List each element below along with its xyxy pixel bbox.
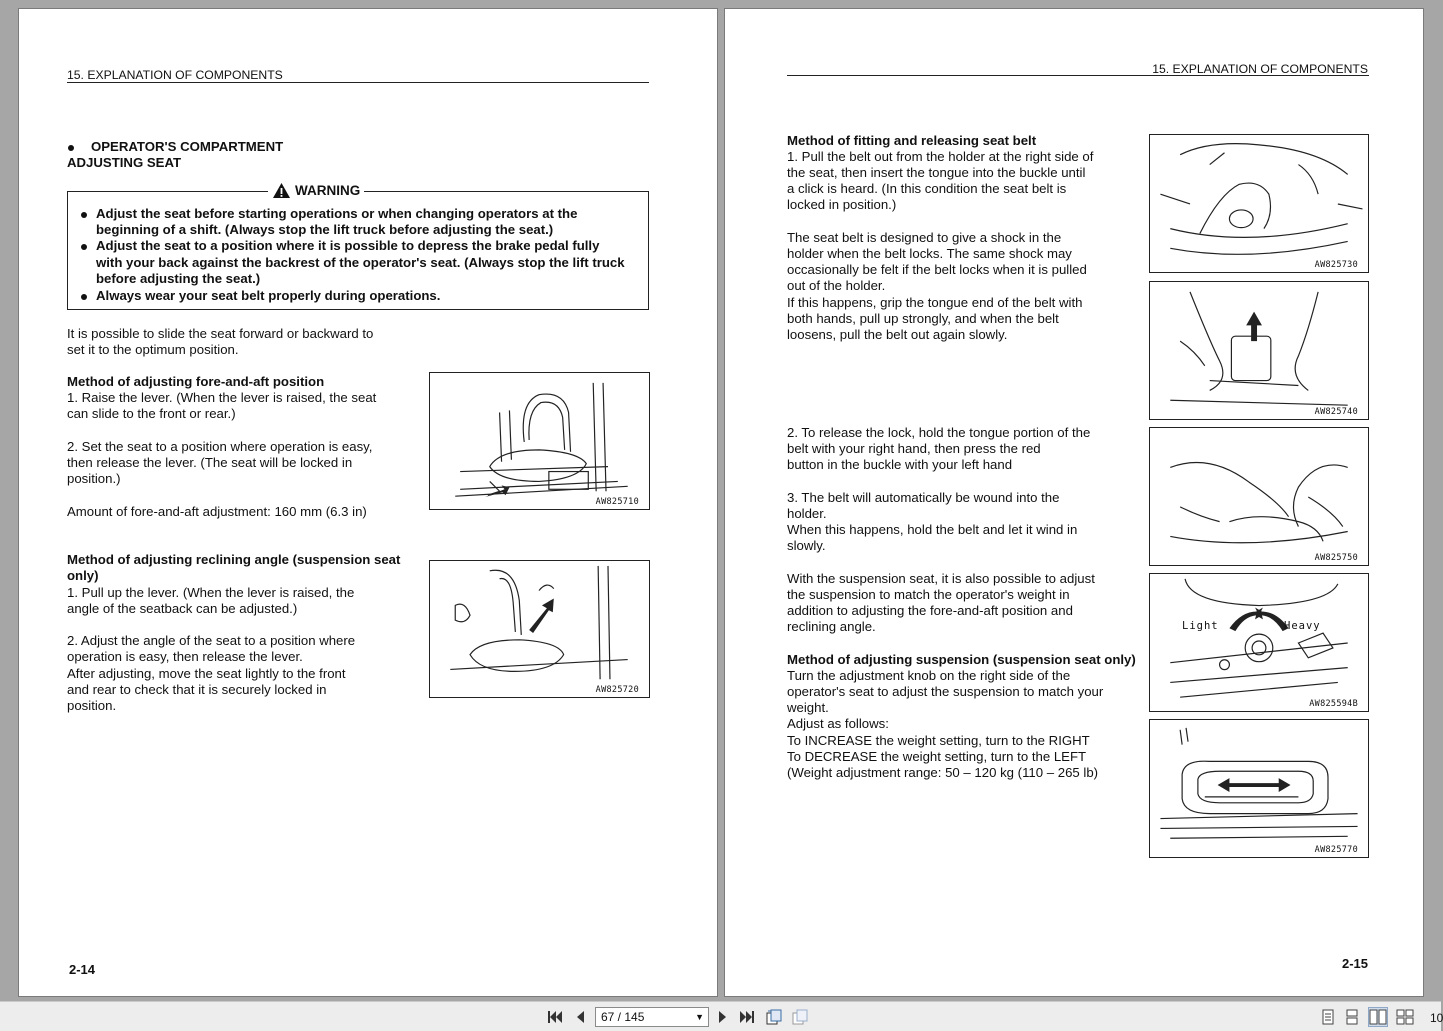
continuous-view-button[interactable] [1342, 1007, 1362, 1027]
recline-line: After adjusting, move the seat lightly to the front [67, 666, 346, 681]
warning-title: WARNING [295, 183, 361, 198]
seat-recline-illustration [430, 561, 649, 697]
next-page-icon [717, 1010, 729, 1024]
belt-step-line: button in the buckle with your left hand [787, 457, 1013, 472]
warning-box [67, 183, 649, 310]
section-title: OPERATOR'S COMPARTMENT [91, 139, 284, 154]
last-page-button[interactable] [737, 1007, 757, 1027]
recline-line: 1. Pull up the lever. (When the lever is raised, the [67, 585, 355, 600]
page-number: 2-15 [1341, 956, 1368, 971]
belt-note-line: occasionally be felt if the belt locks when it is pulled [787, 262, 1087, 277]
figure-code: AW825750 [1314, 553, 1358, 563]
suspension-intro-line: addition to adjusting the fore-and-aft position and [787, 603, 1073, 618]
section-subtitle: ADJUSTING SEAT [67, 155, 182, 170]
belt-step-line: slowly. [787, 538, 826, 553]
belt-step-line: the seat, then insert the tongue into the buckle until [787, 165, 1086, 180]
warning-bullet [81, 294, 87, 300]
suspension-line: To INCREASE the weight setting, turn to the RIGHT [787, 733, 1090, 748]
fore-aft-amount: Amount of fore-and-aft adjustment: 160 mm (6.3 in) [67, 504, 367, 519]
seatbelt-buckle-illustration [1150, 135, 1368, 272]
warning-bullet [81, 244, 87, 250]
belt-title: Method of fitting and releasing seat belt [787, 133, 1037, 148]
continuous-view-icon [1345, 1009, 1359, 1025]
section-bullet [68, 145, 74, 151]
recline-line: position. [67, 698, 117, 713]
seatbelt-pull-figure [1149, 281, 1369, 420]
figure-code: AW825710 [595, 497, 639, 507]
copy-view-icon [791, 1008, 809, 1026]
continuous-facing-view-icon [1396, 1009, 1414, 1025]
figure-code: AW825720 [595, 685, 639, 695]
warning-line: beginning of a shift. (Always stop the lift truck before adjusting the seat.) [96, 222, 554, 237]
warning-line: Adjust the seat before starting operations or when changing operators at the [96, 206, 578, 221]
seat-slide-bar-illustration [1150, 720, 1368, 857]
suspension-knob-figure [1149, 573, 1369, 712]
seatbelt-release-figure [1149, 427, 1369, 566]
suspension-line: To DECREASE the weight setting, turn to the LEFT [787, 749, 1087, 764]
page-number-select[interactable] [595, 1007, 709, 1027]
first-page-button[interactable] [545, 1007, 565, 1027]
figure-code: AW825594B [1309, 699, 1358, 709]
figure-code: AW825740 [1314, 407, 1358, 417]
fore-aft-line: position.) [67, 471, 121, 486]
right-document-page [724, 8, 1424, 997]
left-document-page [18, 8, 718, 997]
intro-line: set it to the optimum position. [67, 342, 239, 357]
continuous-facing-view-button[interactable] [1395, 1007, 1415, 1027]
warning-line: Always wear your seat belt properly during operations. [96, 288, 441, 303]
next-page-button[interactable] [713, 1007, 733, 1027]
rotate-view-icon [765, 1008, 783, 1026]
zoom-level[interactable]: 10 [1430, 1011, 1443, 1025]
warning-line: Adjust the seat to a position where it is possible to depress the brake pedal fully [96, 238, 600, 253]
recline-title: only) [67, 568, 99, 583]
warning-heading [268, 182, 364, 199]
belt-note-line: The seat belt is designed to give a shock in the [787, 230, 1062, 245]
warning-triangle-icon [272, 182, 291, 199]
seat-slide-illustration [430, 373, 649, 509]
seatbelt-buckle-figure [1149, 134, 1369, 273]
copy-view-button[interactable] [790, 1007, 810, 1027]
recline-line: angle of the seatback can be adjusted.) [67, 601, 298, 616]
warning-line: with your back against the backrest of the operator's seat. (Always stop the lift truck [96, 255, 625, 270]
suspension-intro-line: the suspension to match the operator's weight in [787, 587, 1070, 602]
belt-step-line: 2. To release the lock, hold the tongue portion of the [787, 425, 1091, 440]
belt-note-line: out of the holder. [787, 278, 886, 293]
belt-step-line: holder. [787, 506, 827, 521]
figure-code: AW825730 [1314, 260, 1358, 270]
previous-page-button[interactable] [570, 1007, 590, 1027]
belt-step-line: belt with your right hand, then press the red [787, 441, 1041, 456]
belt-step-line: 3. The belt will automatically be wound into the [787, 490, 1060, 505]
belt-note-line: loosens, pull the belt out again slowly. [787, 327, 1008, 342]
intro-line: It is possible to slide the seat forward or backward to [67, 326, 374, 341]
first-page-icon [547, 1010, 563, 1024]
last-page-icon [739, 1010, 755, 1024]
page-header: 15. EXPLANATION OF COMPONENTS [1152, 62, 1368, 76]
recline-line: and rear to check that it is securely locked in [67, 682, 327, 697]
page-number: 2-14 [69, 962, 96, 977]
light-label: Light [1182, 620, 1219, 632]
facing-view-icon [1369, 1009, 1387, 1025]
belt-step-line: 1. Pull the belt out from the holder at the right side of [787, 149, 1094, 164]
recline-title: Method of adjusting reclining angle (suspension seat [67, 552, 401, 567]
seatbelt-pull-illustration [1150, 282, 1368, 419]
seatbelt-release-illustration [1150, 428, 1368, 565]
seat-slide-figure [429, 372, 650, 510]
belt-step-line: a click is heard. (In this condition the seat belt is [787, 181, 1067, 196]
viewer-toolbar [0, 1001, 1441, 1031]
warning-line: before adjusting the seat.) [96, 271, 261, 286]
facing-view-button[interactable] [1368, 1007, 1388, 1027]
seat-slide-bar-figure [1149, 719, 1369, 858]
recline-line: operation is easy, then release the lever. [67, 649, 303, 664]
single-page-view-button[interactable] [1318, 1007, 1338, 1027]
fore-aft-line: 2. Set the seat to a position where operation is easy, [67, 439, 373, 454]
fore-aft-line: 1. Raise the lever. (When the lever is raised, the seat [67, 390, 377, 405]
suspension-intro-line: reclining angle. [787, 619, 876, 634]
page-indicator-text: 67 / 145 [601, 1010, 645, 1024]
recline-line: 2. Adjust the angle of the seat to a position where [67, 633, 356, 648]
suspension-line: weight. [787, 700, 829, 715]
figure-code: AW825770 [1314, 845, 1358, 855]
chevron-down-icon: ▼ [695, 1012, 704, 1022]
page-header: 15. EXPLANATION OF COMPONENTS [67, 68, 283, 82]
suspension-line: Turn the adjustment knob on the right side of the [787, 668, 1071, 683]
fore-aft-line: then release the lever. (The seat will be locked in [67, 455, 353, 470]
heavy-label: Heavy [1284, 620, 1321, 632]
header-rule [67, 82, 649, 83]
suspension-title: Method of adjusting suspension (suspension seat only) [787, 652, 1136, 667]
suspension-intro-line: With the suspension seat, it is also possible to adjust [787, 571, 1095, 586]
fore-aft-line: can slide to the front or rear.) [67, 406, 236, 421]
belt-note-line: holder when the belt locks. The same shock may [787, 246, 1072, 261]
suspension-knob-illustration [1150, 574, 1368, 711]
belt-step-line: When this happens, hold the belt and let it wind in [787, 522, 1078, 537]
belt-note-line: If this happens, grip the tongue end of the belt with [787, 295, 1083, 310]
suspension-line: (Weight adjustment range: 50 – 120 kg (110 – 265 lb) [787, 765, 1099, 780]
rotate-view-button[interactable] [764, 1007, 784, 1027]
seat-recline-figure [429, 560, 650, 698]
fore-aft-title: Method of adjusting fore-and-aft position [67, 374, 325, 389]
suspension-line: operator's seat to adjust the suspension to match your [787, 684, 1104, 699]
warning-bullet [81, 212, 87, 218]
belt-note-line: both hands, pull up strongly, and when the belt [787, 311, 1059, 326]
single-page-view-icon [1321, 1009, 1335, 1025]
suspension-line: Adjust as follows: [787, 716, 889, 731]
previous-page-icon [574, 1010, 586, 1024]
belt-step-line: locked in position.) [787, 197, 897, 212]
